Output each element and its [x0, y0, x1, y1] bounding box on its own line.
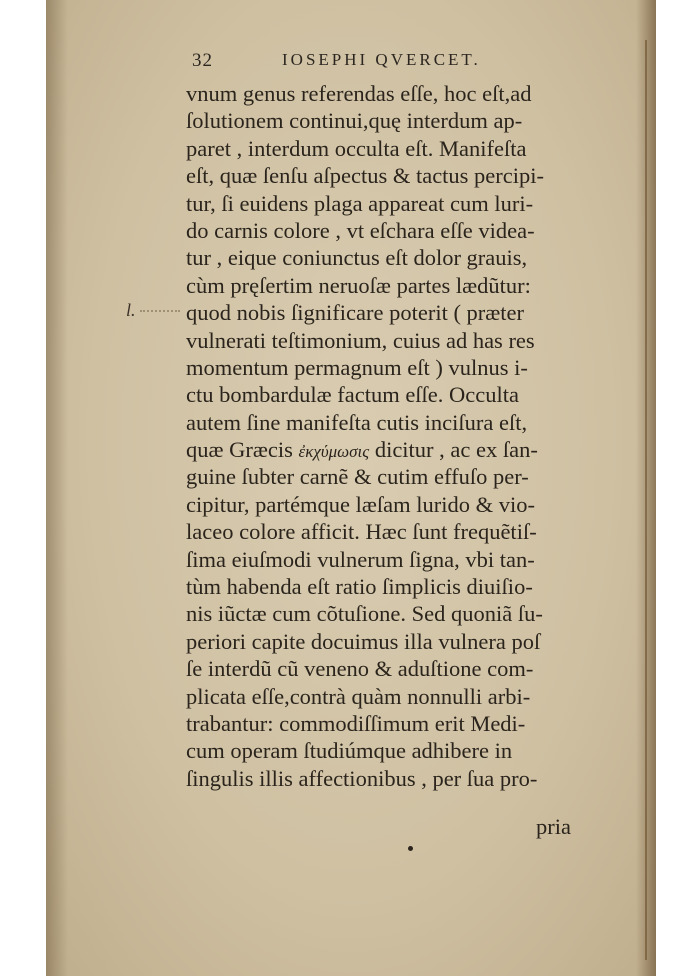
margin-mark: l.	[126, 300, 136, 320]
text-line: cipitur, partémque læſam lurido & vio-	[186, 491, 536, 517]
text-line: do carnis colore , vt eſchara eſſe videa-	[186, 217, 535, 243]
text-line: quod nobis ſignificare poterit ( præter	[186, 300, 525, 326]
text-line: vnum genus referendas eſſe, hoc eſt,ad	[186, 81, 532, 106]
page-header	[192, 50, 582, 76]
text-line: cùm pręſertim neruoſæ partes lædũtur:	[186, 272, 531, 298]
text-line: periori capite docuimus illa vulnera poſ	[186, 628, 541, 654]
text-line: nis iũctæ cum cõtuſione. Sed quoniã ſu-	[186, 601, 543, 627]
text-line: guine ſubter carnẽ & cutim effuſo per-	[186, 464, 529, 490]
text-line: laceo colore afficit. Hæc ſunt frequẽtiſ-	[186, 519, 537, 545]
text-line: ctu bombardulæ factum eſſe. Occulta	[186, 382, 520, 408]
text-line: plicata eſſe,contrà quàm nonnulli arbi-	[186, 683, 531, 709]
text-line: autem ſine manifeſta cutis inciſura eſt,	[186, 409, 528, 435]
text-line: ſima eiuſmodi vulnerum ſigna, vbi tan-	[186, 546, 535, 572]
body-text	[186, 80, 606, 792]
page-edge-line	[645, 40, 647, 960]
gutter-shadow	[46, 0, 68, 976]
text-line: ſe interdũ cũ veneno & aduſtione com-	[186, 656, 534, 682]
catchword: pria	[536, 814, 571, 839]
text-line: cum operam ſtudiúmque adhibere in	[186, 738, 513, 764]
text-line: paret , interdum occulta eſt. Manifeſta	[186, 135, 527, 161]
running-head: IOSEPHI QVERCET.	[282, 50, 481, 69]
text-line: momentum permagnum eſt ) vulnus i-	[186, 354, 528, 380]
text-line: tur , eique coniunctus eſt dolor grauis,	[186, 245, 528, 271]
text-line: vulnerati teſtimonium, cuius ad has res	[186, 327, 535, 353]
greek-word: ἐκχύμωσις	[298, 442, 370, 462]
text-line: trabantur: commodiſſimum erit Medi-	[186, 710, 526, 736]
folio-number: 32	[192, 50, 213, 71]
text-line	[186, 436, 606, 463]
text-line: tur, ſi euidens plaga appareat cum luri-	[186, 190, 534, 216]
text-line: ſingulis illis affectionibus , per ſua pro-	[186, 765, 538, 791]
text-line: ſolutionem continui,quę interdum ap-	[186, 108, 523, 134]
margin-dots	[140, 310, 180, 312]
text-segment: quæ Græcis	[186, 437, 299, 463]
text-segment: dicitur , ac ex ſan-	[369, 437, 538, 463]
text-line: tùm habenda eſt ratio ſimplicis diuiſio-	[186, 574, 533, 600]
text-line: eſt, quæ ſenſu aſpectus & tactus percipi-	[186, 163, 545, 189]
ink-dot	[408, 846, 413, 851]
